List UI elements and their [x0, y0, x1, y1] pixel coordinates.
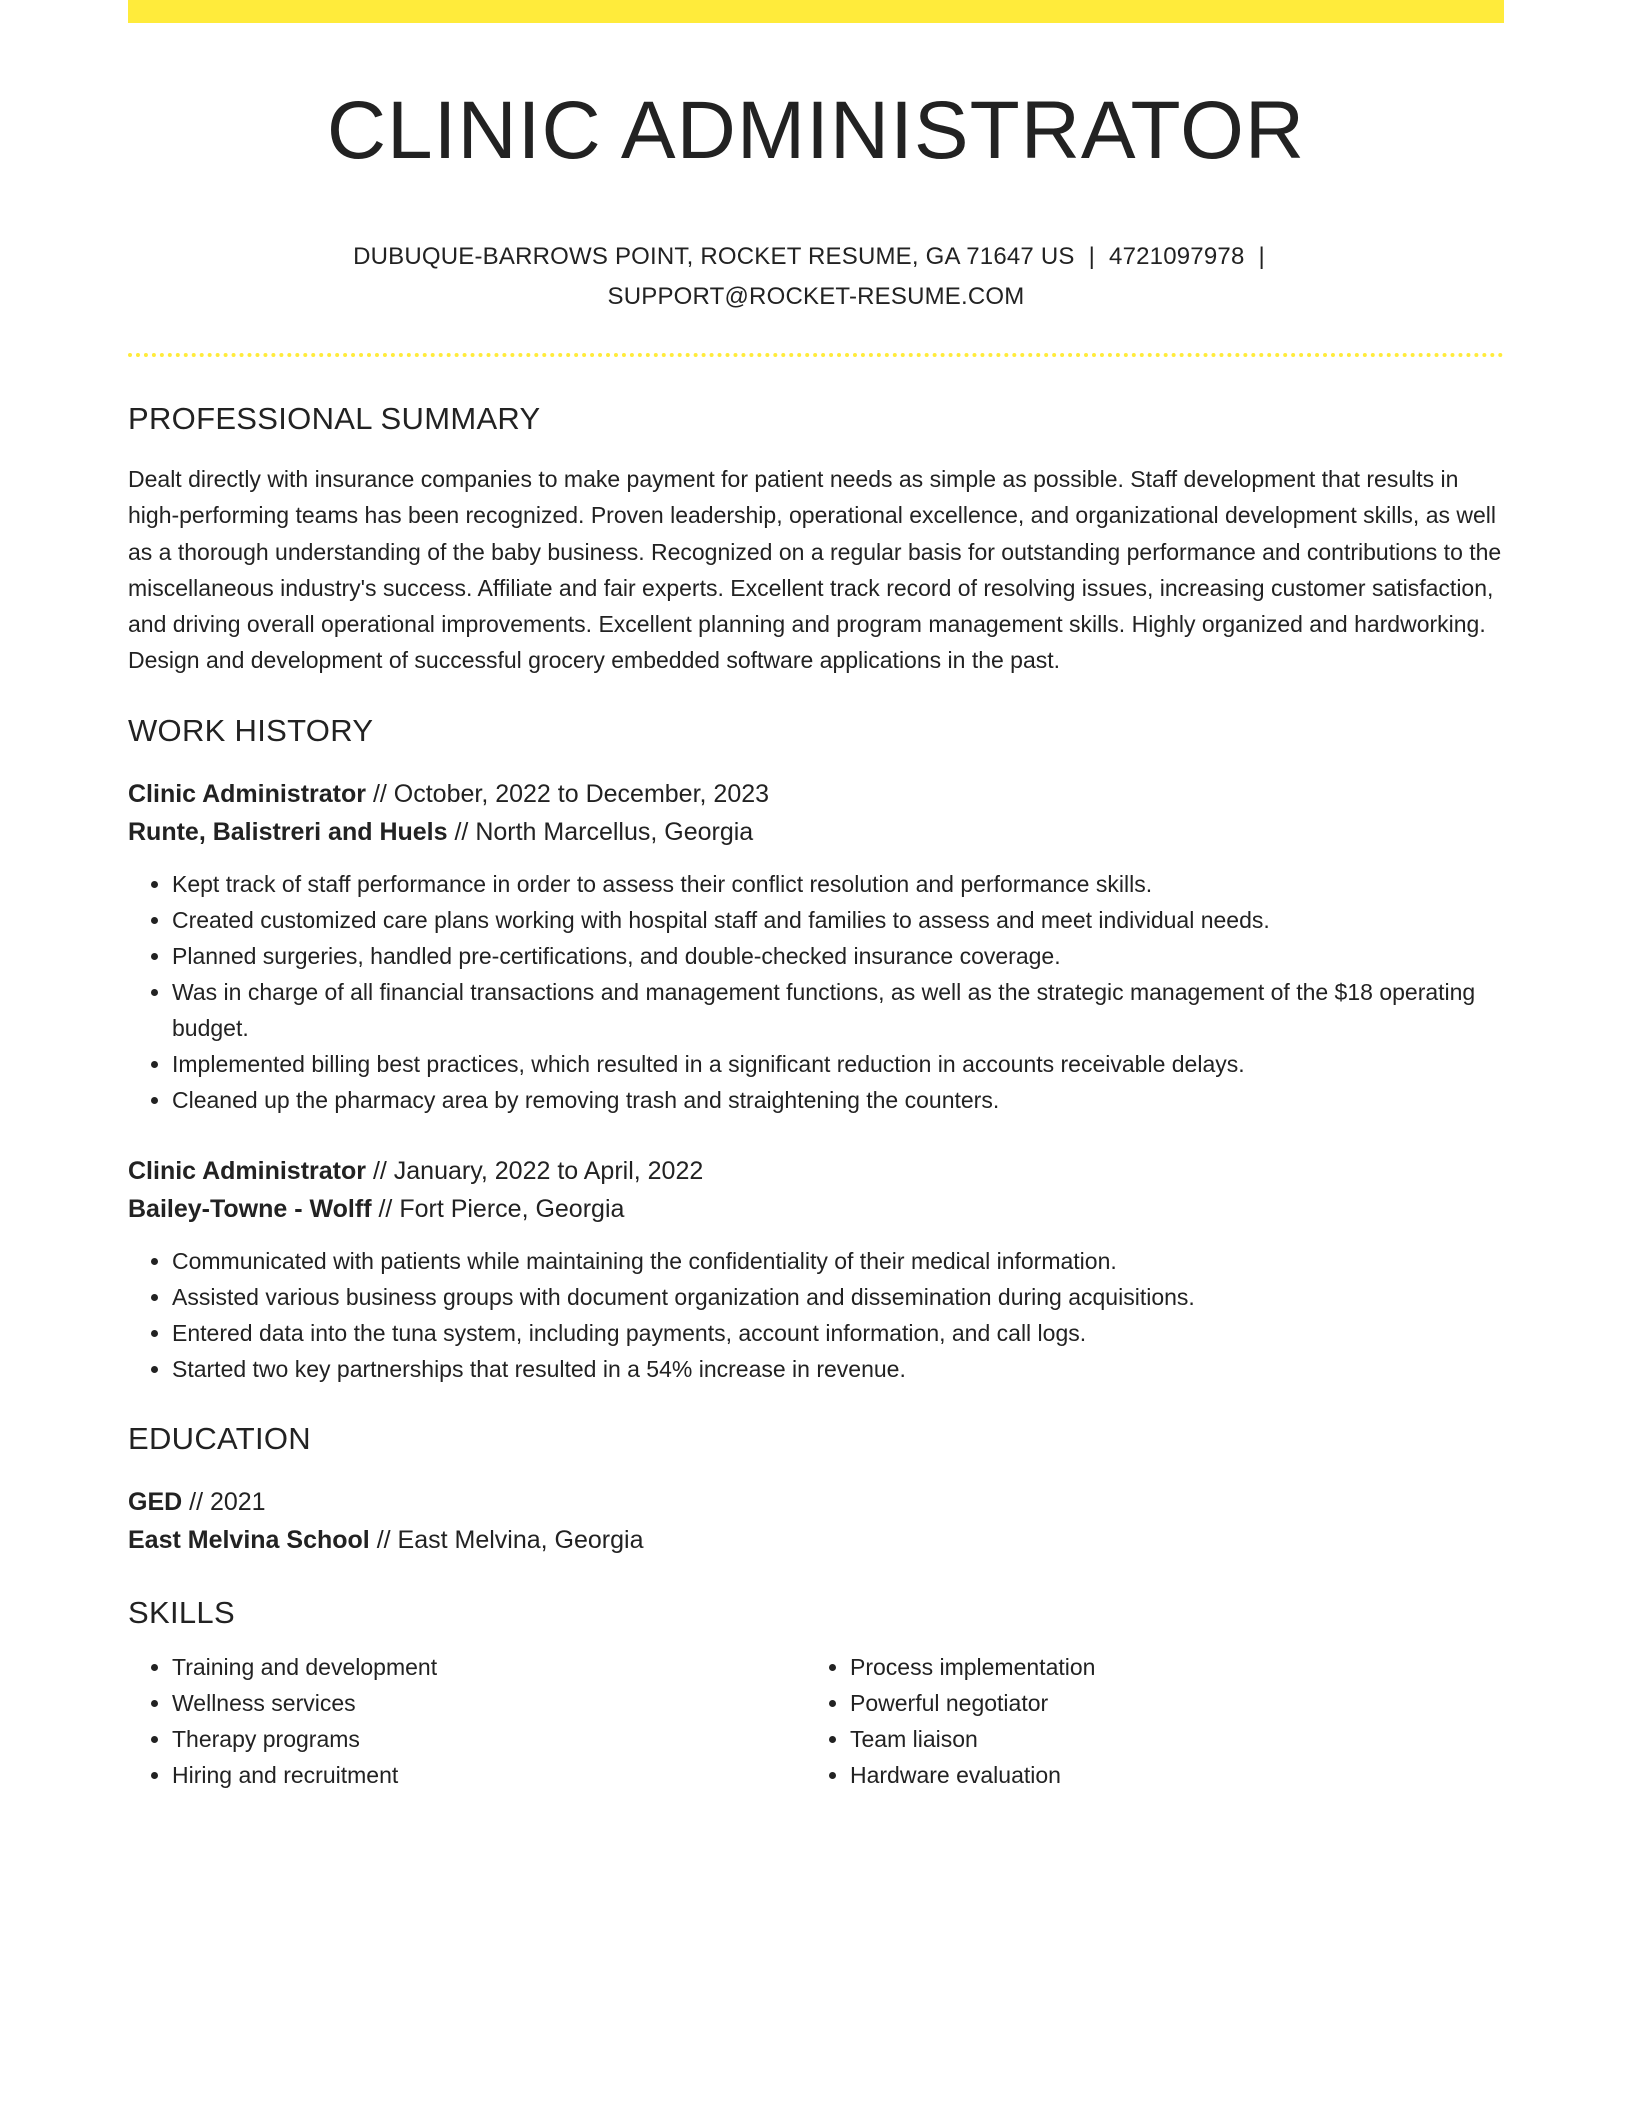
job-dates: // October, 2022 to December, 2023: [366, 779, 770, 808]
phone: 4721097978: [1109, 243, 1245, 270]
education-entry: [128, 1483, 1504, 1559]
list-item: • Was in charge of all financial transactions and management functions, as well as the strategic management of the $18 operating budget.: [172, 974, 1504, 1046]
job-company-line: [128, 813, 1504, 851]
job-location: // North Marcellus, Georgia: [447, 817, 754, 846]
skill-item: • Hardware evaluation: [850, 1757, 1484, 1793]
skill-item: • Powerful negotiator: [850, 1685, 1484, 1721]
job-bullets: [128, 866, 1504, 1118]
address: DUBUQUE-BARROWS POINT, ROCKET RESUME, GA 71647 US: [353, 243, 1075, 270]
list-item: • Assisted various business groups with document organization and dissemination during acquisitions.: [172, 1279, 1504, 1315]
resume-title: CLINIC ADMINISTRATOR: [326, 85, 1306, 176]
list-item: • Created customized care plans working with hospital staff and families to assess and meet individual needs.: [172, 902, 1504, 938]
job-role-line: [128, 775, 1504, 813]
skills-list: [128, 1649, 806, 1793]
job-company: Bailey-Towne - Wolff: [128, 1194, 372, 1223]
dotted-divider: [128, 353, 1504, 357]
degree-line: [128, 1483, 1504, 1521]
job-location: // Fort Pierce, Georgia: [371, 1194, 625, 1223]
job-role-line: [128, 1152, 1504, 1190]
school-line: [128, 1521, 1504, 1559]
contact-separator: |: [1258, 243, 1265, 270]
job-entry: [128, 1152, 1504, 1387]
skill-item: • Hiring and recruitment: [172, 1757, 806, 1793]
skills-list: [806, 1649, 1484, 1793]
job-company-line: [128, 1190, 1504, 1228]
skill-item: • Therapy programs: [172, 1721, 806, 1757]
contact-separator: |: [1088, 243, 1096, 270]
list-item: • Started two key partnerships that resulted in a 54% increase in revenue.: [172, 1351, 1504, 1387]
email-link[interactable]: SUPPORT@ROCKET-RESUME.COM: [607, 283, 1025, 310]
section-title-skills: SKILLS: [128, 1594, 235, 1630]
job-role: Clinic Administrator: [128, 1156, 366, 1185]
job-role: Clinic Administrator: [128, 779, 366, 808]
skill-item: • Wellness services: [172, 1685, 806, 1721]
accent-bar: [128, 0, 1504, 23]
list-item: • Entered data into the tuna system, including payments, account information, and call logs.: [172, 1315, 1504, 1351]
school: East Melvina School: [128, 1525, 370, 1554]
list-item: • Implemented billing best practices, which resulted in a significant reduction in accounts receivable delays.: [172, 1046, 1504, 1082]
contact-info: [128, 237, 1504, 317]
job-entry: [128, 775, 1504, 1118]
list-item: • Communicated with patients while maintaining the confidentiality of their medical information.: [172, 1243, 1504, 1279]
section-title-summary: PROFESSIONAL SUMMARY: [128, 401, 541, 436]
skills-grid: [128, 1649, 1504, 1793]
resume-page: [128, 0, 1504, 1793]
job-company: Runte, Balistreri and Huels: [128, 817, 448, 846]
skill-item: • Training and development: [172, 1649, 806, 1685]
skill-item: • Team liaison: [850, 1721, 1484, 1757]
list-item: • Planned surgeries, handled pre-certifications, and double-checked insurance coverage.: [172, 938, 1504, 974]
school-location: // East Melvina, Georgia: [369, 1525, 644, 1554]
section-title-work-history: WORK HISTORY: [128, 712, 374, 748]
skill-item: • Process implementation: [850, 1649, 1484, 1685]
skills-column-left: [128, 1649, 806, 1793]
summary-text: Dealt directly with insurance companies to make payment for patient needs as simple as possible. Staff development that results in high-performing teams has been recognized. Proven leadership, operational excellence, and organizational development skills, as well as a thorough understanding of the baby business. Recognized on a regular basis for outstanding performance and contributions to the miscellaneous industry's success. Affiliate and fair experts. Excellent track record of resolving issues, increasing customer satisfaction, and driving overall operational improvements. Excellent planning and program management skills. Highly organized and hardworking. Design and development of successful grocery embedded software applications in the past.: [128, 466, 1502, 674]
degree: GED: [128, 1487, 183, 1516]
list-item: • Cleaned up the pharmacy area by removing trash and straightening the counters.: [172, 1082, 1504, 1118]
job-bullets: [128, 1243, 1504, 1387]
degree-year: // 2021: [182, 1487, 266, 1516]
section-title-education: EDUCATION: [128, 1420, 311, 1456]
skills-column-right: [806, 1649, 1484, 1793]
job-dates: // January, 2022 to April, 2022: [366, 1156, 704, 1185]
list-item: • Kept track of staff performance in order to assess their conflict resolution and performance skills.: [172, 866, 1504, 902]
